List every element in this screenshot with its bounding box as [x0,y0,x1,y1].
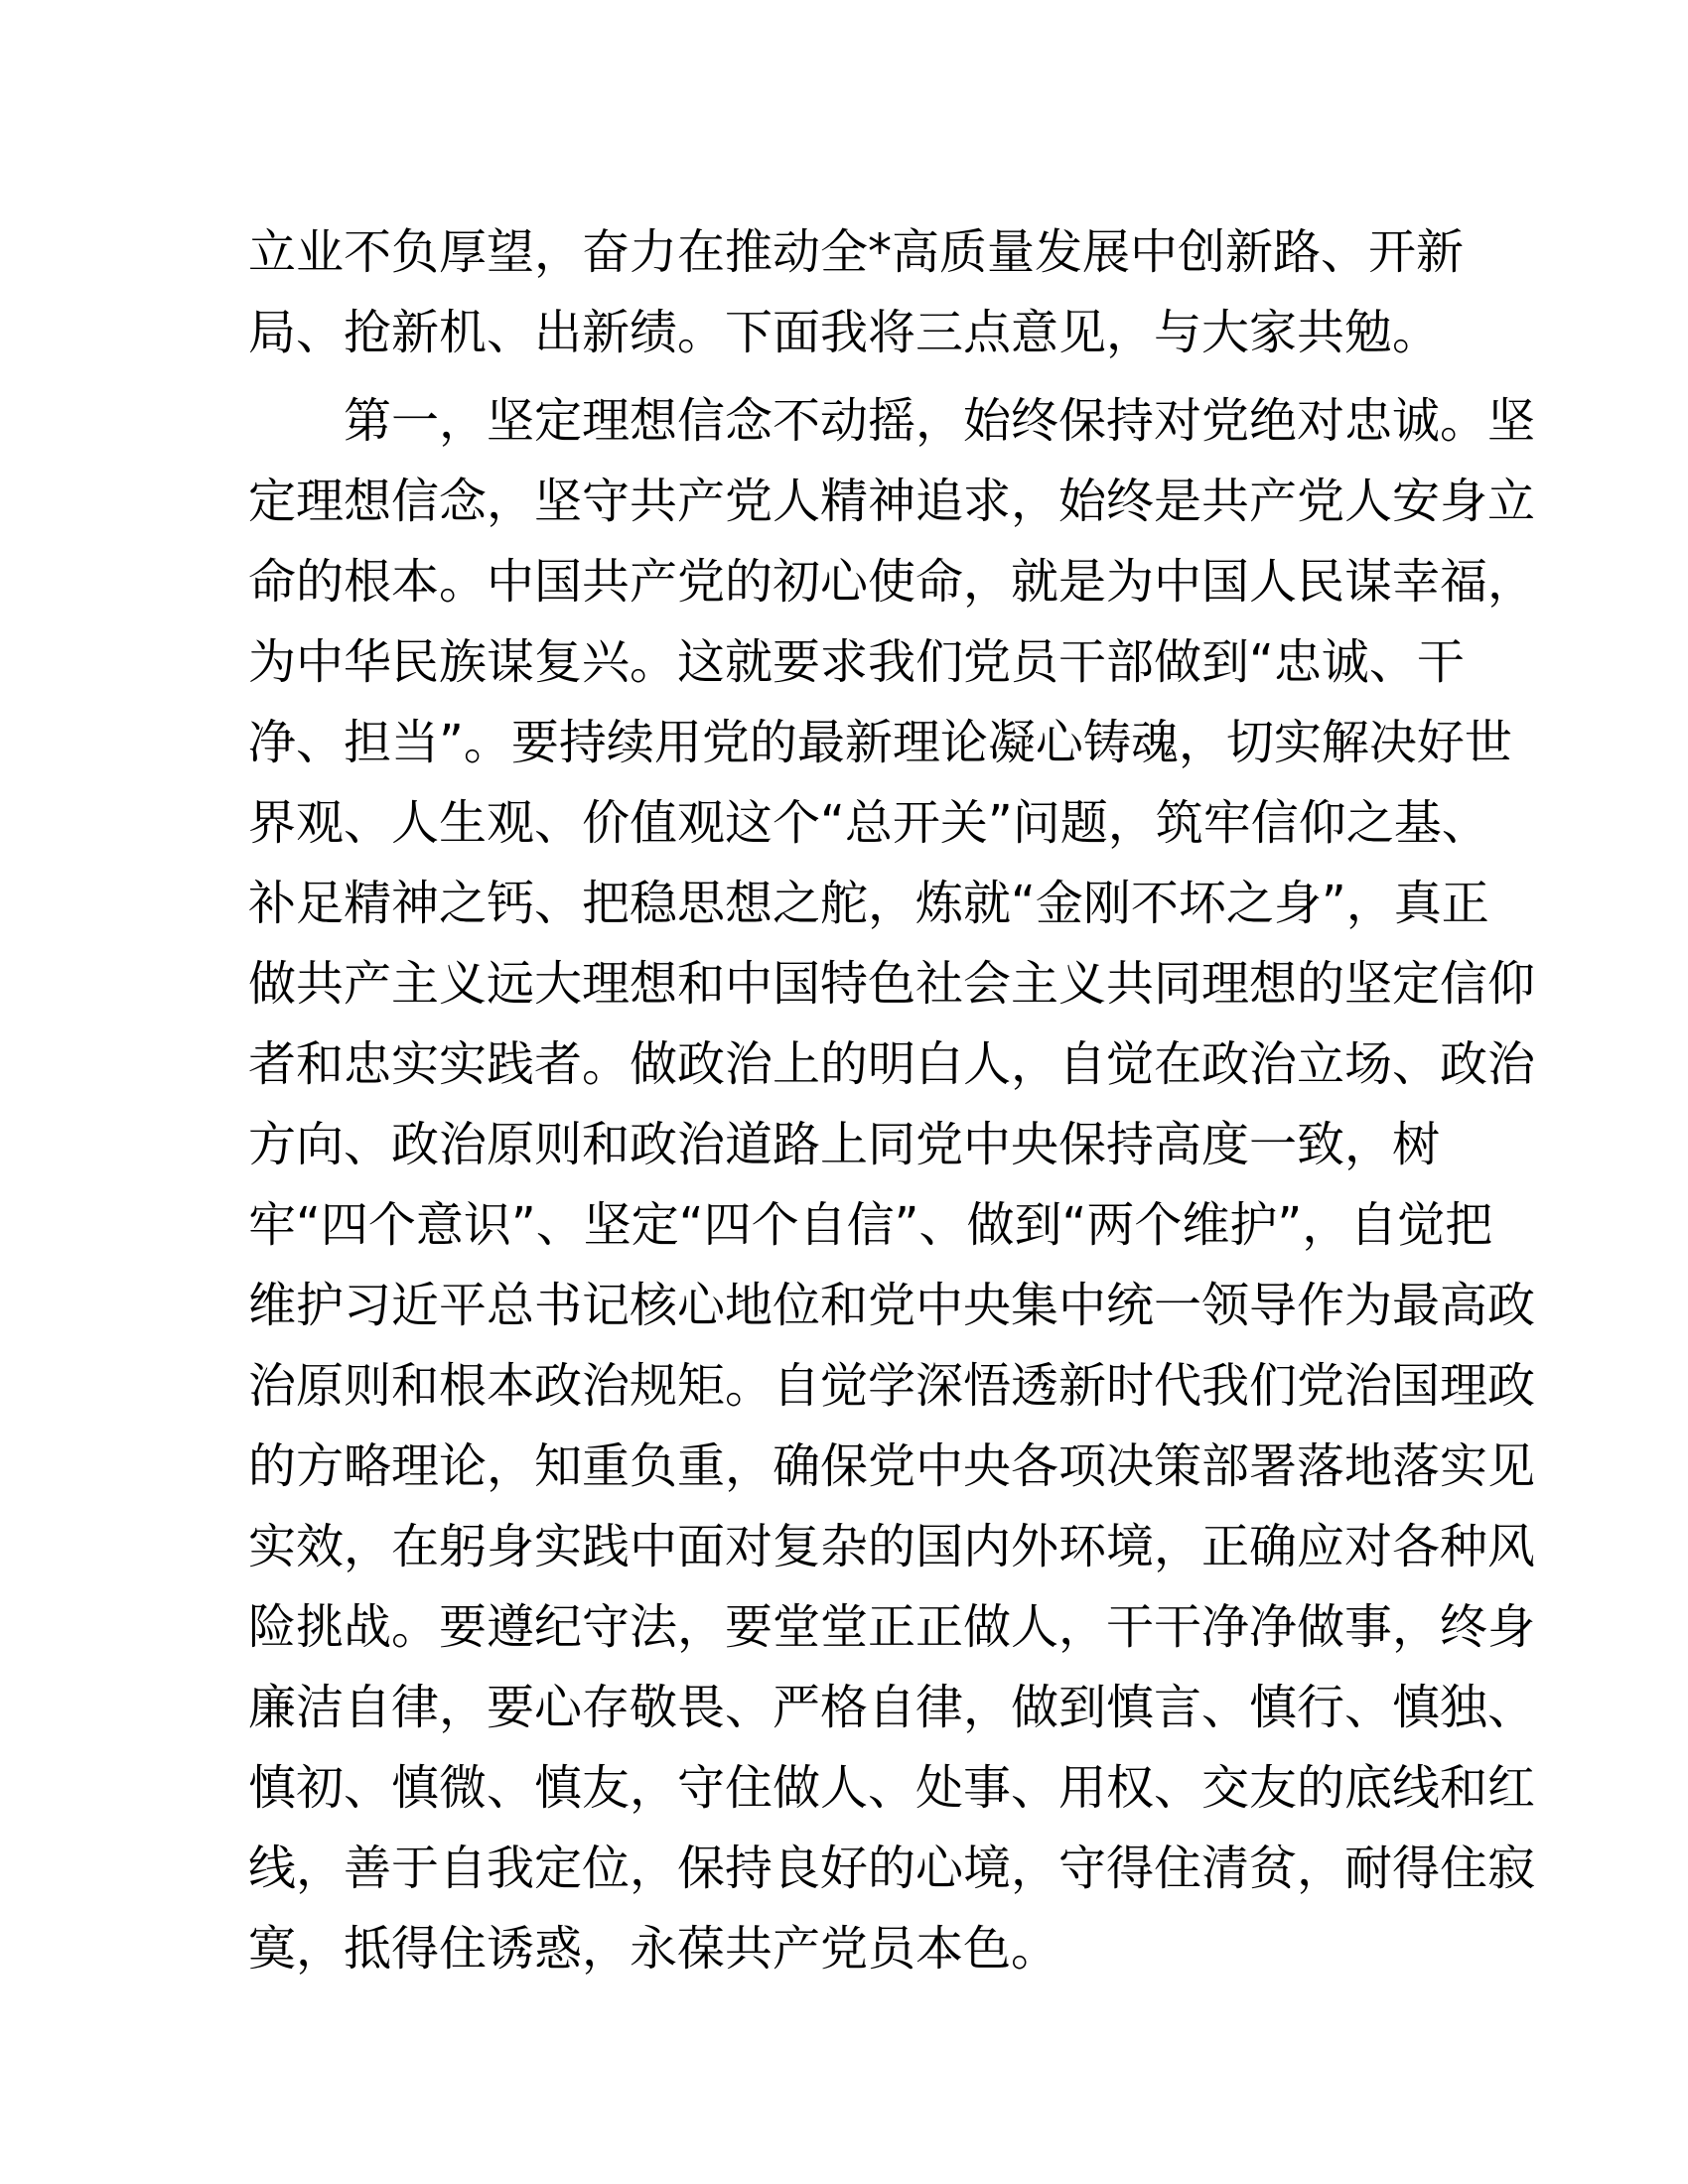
document-body [248,212,1536,1989]
text-line: 牢“四个意识”、坚定“四个自信”、做到“两个维护”，自觉把 [248,1197,1493,1253]
text-line: 做共产主义远大理想和中国特色社会主义共同理想的坚定信仰 [248,956,1536,1012]
text-line: 定理想信念，坚守共产党人精神追求，始终是共产党人安身立 [248,474,1536,529]
text-line: 为中华民族谋复兴。这就要求我们党员干部做到“忠诚、干 [248,634,1465,690]
text-line: 线，善于自我定位，保持良好的心境，守得住清贫，耐得住寂 [248,1841,1536,1896]
text-line: 补足精神之钙、把稳思想之舵，炼就“金刚不坏之身”，真正 [248,876,1489,931]
text-line: 局、抢新机、出新绩。下面我将三点意见，与大家共勉。 [248,305,1441,360]
text-line: 治原则和根本政治规矩。自觉学深悟透新时代我们党治国理政 [248,1358,1536,1414]
text-line: 维护习近平总书记核心地位和党中央集中统一领导作为最高政 [248,1278,1536,1333]
text-line: 实效，在躬身实践中面对复杂的国内外环境，正确应对各种风 [248,1519,1536,1574]
text-line: 界观、人生观、价值观这个“总开关”问题，筑牢信仰之基、 [248,795,1489,851]
text-line: 险挑战。要遵纪守法，要堂堂正正做人，干干净净做事，终身 [248,1599,1536,1655]
text-line: 廉洁自律，要心存敬畏、严格自律，做到慎言、慎行、慎独、 [248,1680,1536,1735]
text-line: 的方略理论，知重负重，确保党中央各项决策部署落地落实见 [248,1438,1536,1494]
paragraph-start-line: 第一，坚定理想信念不动摇，始终保持对党绝对忠诚。坚 [344,393,1536,449]
text-line: 方向、政治原则和政治道路上同党中央保持高度一致，树 [248,1117,1441,1172]
text-line: 净、担当”。要持续用党的最新理论凝心铸魂，切实解决好世 [248,715,1512,770]
text-line: 命的根本。中国共产党的初心使命，就是为中国人民谋幸福， [248,554,1536,610]
text-line: 者和忠实实践者。做政治上的明白人，自觉在政治立场、政治 [248,1036,1536,1092]
text-line: 立业不负厚望，奋力在推动全*高质量发展中创新路、开新 [248,224,1465,280]
text-line: 慎初、慎微、慎友，守住做人、处事、用权、交友的底线和红 [248,1760,1536,1816]
text-line: 寞，抵得住诱惑，永葆共产党员本色。 [248,1921,1059,1977]
